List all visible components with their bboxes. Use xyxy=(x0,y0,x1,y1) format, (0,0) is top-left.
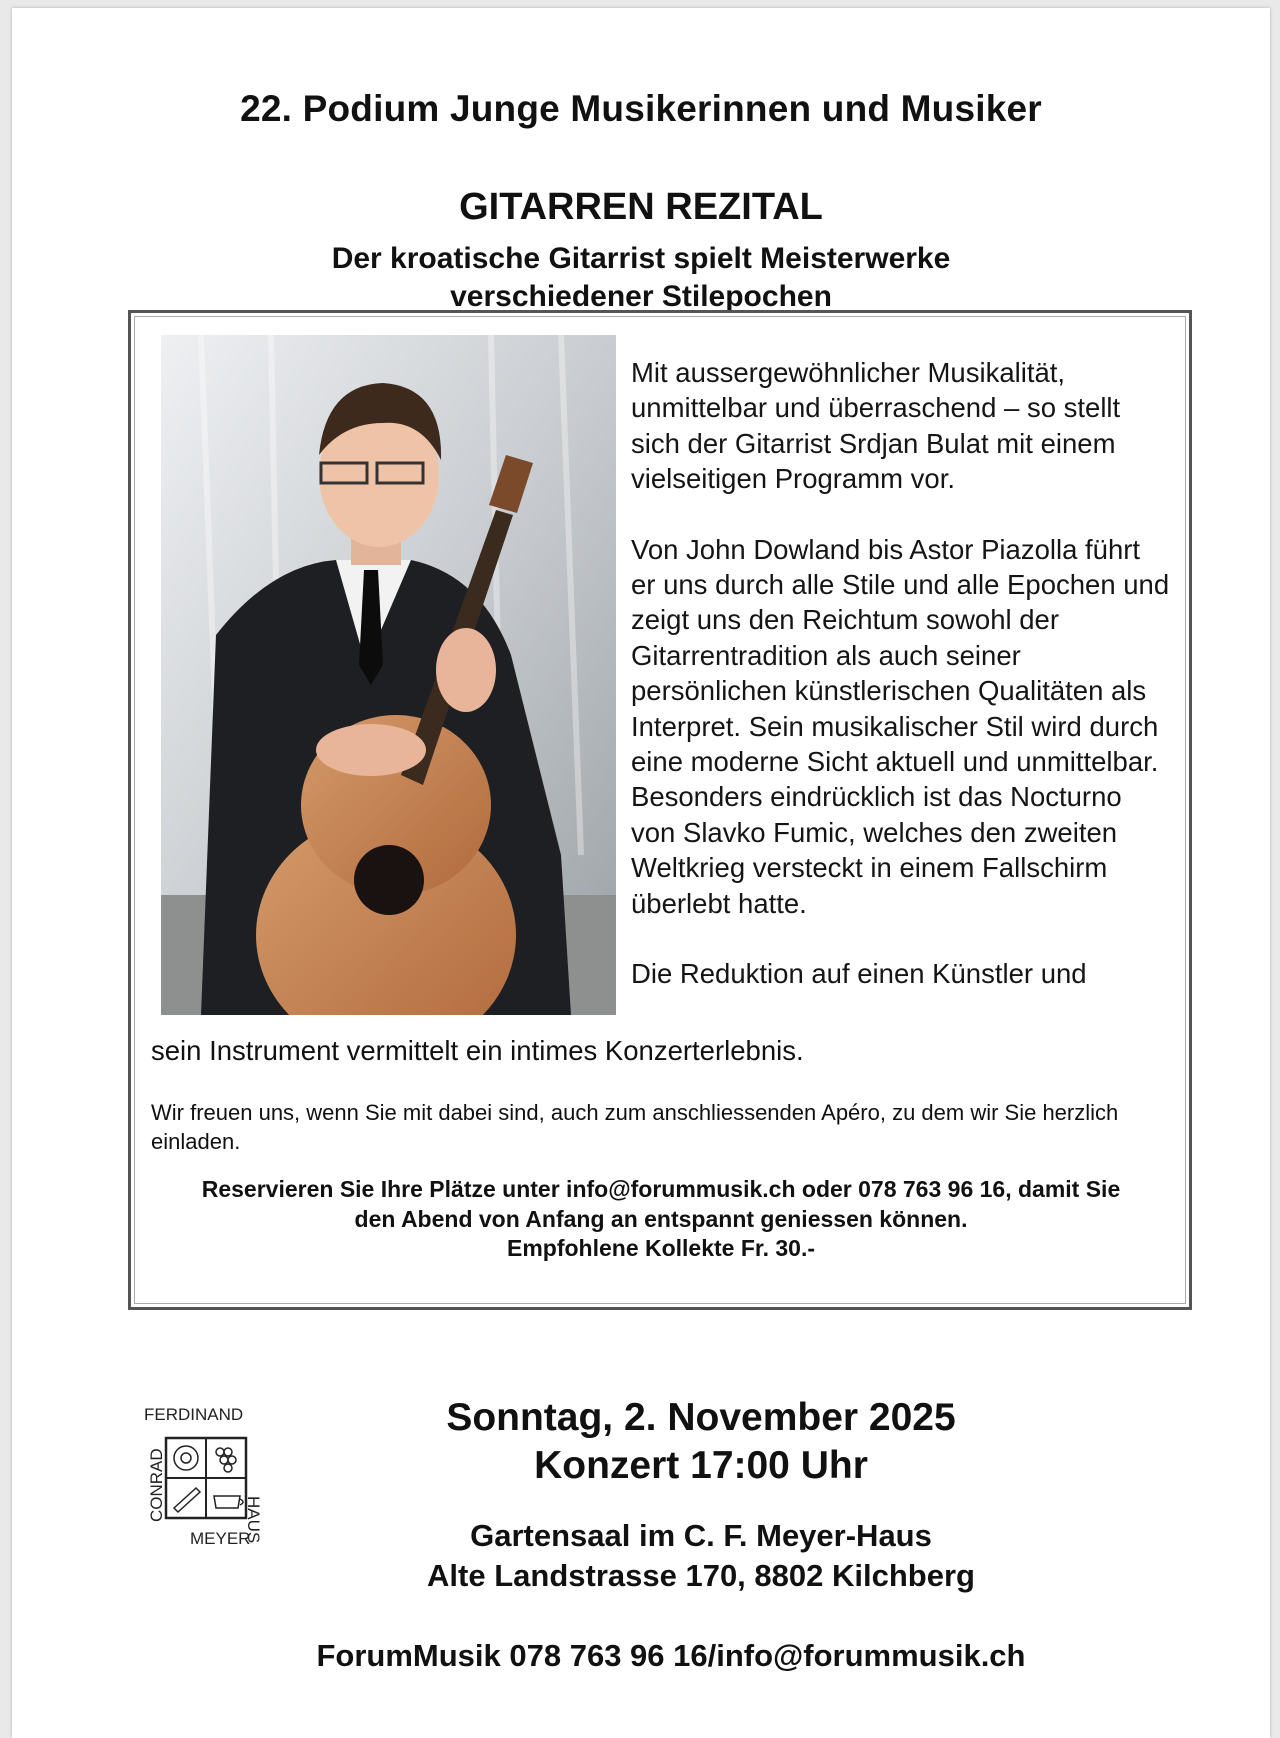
event-time: Konzert 17:00 Uhr xyxy=(534,1444,868,1487)
guitarist-photo xyxy=(161,335,616,1015)
concert-subtitle-line-2: verschiedener Stilepochen xyxy=(450,280,832,313)
reservation-line-2: den Abend von Anfang an entspannt geniessen können. xyxy=(354,1205,968,1232)
logo-text-top: FERDINAND xyxy=(144,1405,244,1424)
reservation-line-1: Reservieren Sie Ihre Plätze unter info@forummusik.ch oder 078 763 96 16, damit Sie xyxy=(201,1176,1121,1202)
flyer-page xyxy=(12,8,1270,1738)
concert-subtitle-line-1: Der kroatische Gitarrist spielt Meisterwerke xyxy=(331,242,951,275)
logo-text-bottom: MEYER xyxy=(190,1529,251,1548)
info-box xyxy=(128,310,1192,1310)
event-date: Sonntag, 2. November 2025 xyxy=(446,1396,956,1439)
logo-text-left: CONRAD xyxy=(147,1448,166,1522)
bio-paragraph-3-continued: sein Instrument vermittelt ein intimes Konzerterlebnis. xyxy=(151,1035,804,1066)
welcome-text: Wir freuen uns, wenn Sie mit dabei sind, auch zum anschliessenden Apéro, zu dem wir Sie herzlich einladen. xyxy=(151,1100,1119,1154)
bio-paragraph-1: Mit aussergewöhnlicher Musikalität, unmittelbar und überraschend – so stellt sich der Gitarrist Srdjan Bulat mit einem vielseitigen Programm vor. xyxy=(631,357,1121,495)
reservation-info xyxy=(141,1175,1181,1264)
collection-note: Empfohlene Kollekte Fr. 30.- xyxy=(506,1235,816,1261)
artist-bio xyxy=(631,355,1171,992)
bio-paragraph-2: Von John Dowland bis Astor Piazolla führt er uns durch alle Stile und alle Epochen und zeigt uns den Reichtum sowohl der Gitarrentradition als auch seiner persönlichen künstlerischen Qualitäten als Interpret. Sein musikalischer Stil wird durch eine moderne Sicht aktuell und unmittelbar. Besonders eindrücklich ist das Nocturno von Slavko Fumic, welches den zweiten Weltkrieg versteckt in einem Fallschirm überlebt hatte. xyxy=(631,533,1170,919)
logo-text-right: HAUS xyxy=(244,1496,263,1544)
venue-name: Gartensaal im C. F. Meyer-Haus xyxy=(470,1518,932,1553)
page-title: 22. Podium Junge Musikerinnen und Musiker xyxy=(240,88,1042,129)
contact-info: ForumMusik 078 763 96 16/info@forummusik.ch xyxy=(316,1638,1026,1673)
concert-title: GITARREN REZITAL xyxy=(459,186,823,228)
bio-paragraph-3: Die Reduktion auf einen Künstler und xyxy=(631,958,1087,990)
venue-address: Alte Landstrasse 170, 8802 Kilchberg xyxy=(427,1558,975,1593)
